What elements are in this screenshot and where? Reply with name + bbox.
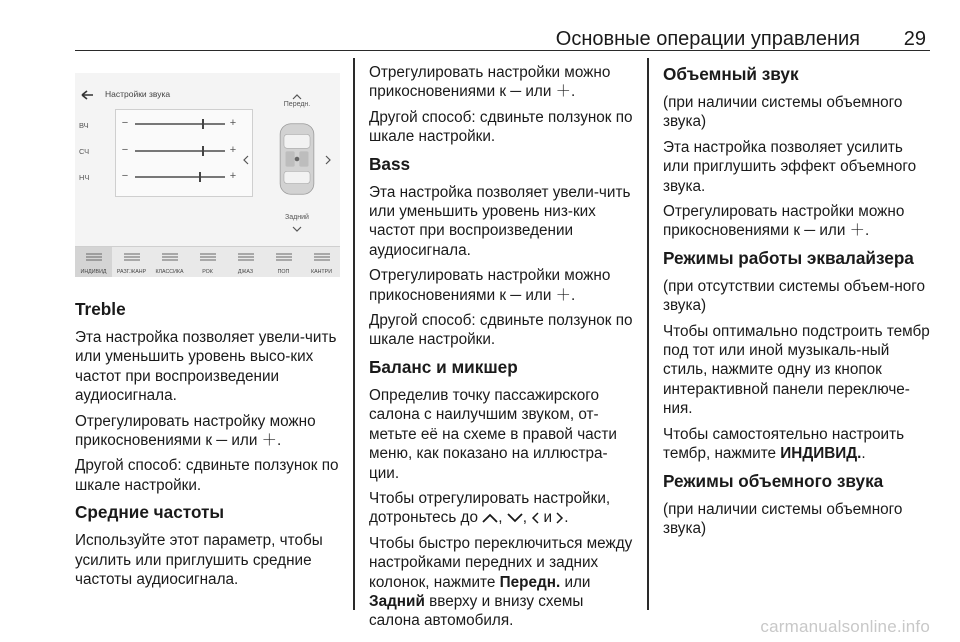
balance-paragraph-3 [369, 534, 637, 631]
and-word: и [543, 509, 553, 527]
chevron-down-icon [292, 226, 302, 232]
eq-slider-bass [135, 176, 225, 178]
equalizer-icon [198, 252, 218, 262]
preset-button [113, 247, 150, 277]
surround-paragraph-1: (при наличии системы объемного звука) [663, 94, 903, 131]
sound-settings-screenshot [75, 73, 340, 277]
column-3 [663, 63, 931, 544]
preset-label: ДЖАЗ [237, 269, 254, 275]
eq-label-mid: СЧ [79, 147, 90, 156]
car-top-view-icon [274, 115, 320, 203]
equalizer-icon [122, 252, 142, 262]
rear-label: Задний [285, 214, 309, 221]
equalizer-icon [160, 252, 180, 262]
preset-label: ИНДИВИД [80, 269, 107, 275]
bass-paragraph-2: Отрегулировать настройки можно прикосновениями к ─ или ＋. [369, 267, 611, 304]
preset-button [75, 247, 112, 277]
period: . [861, 445, 866, 463]
balance-p3-end: вверху и внизу схемы салона автомобиля. [369, 592, 584, 630]
balance-paragraph-1: Определив точку пассажирского салона с наилучшим звуком, от-метьте её на схеме в правой части меню, как показано на иллюстра-ции. [369, 386, 617, 482]
chevron-up-icon [292, 94, 302, 100]
col2-paragraph-2: Другой способ: сдвиньте ползунок по шкале настройки. [369, 108, 633, 146]
front-button-name: Передн. [499, 573, 561, 591]
bass-paragraph-1: Эта настройка позволяет увели-чить или уменьшить уровень низ-ких частот при воспроизведении аудиосигнала. [369, 183, 631, 259]
chevron-right-icon [325, 155, 331, 165]
balance-paragraph-2 [369, 489, 637, 528]
eq-label-treble: ВЧ [79, 121, 89, 130]
chevron-up-icon [482, 513, 498, 523]
chevron-left-icon [243, 155, 249, 165]
surround-paragraph-3: Отрегулировать настройки можно прикосновениями к ─ или ＋. [663, 203, 905, 240]
heading-balance: Баланс и микшер [369, 356, 518, 377]
heading-eq-modes: Режимы работы эквалайзера [663, 247, 914, 268]
bass-paragraph-3: Другой способ: сдвиньте ползунок по шкале настройки. [369, 312, 633, 349]
chevron-down-icon [507, 513, 523, 523]
eq-label-bass: НЧ [79, 173, 90, 182]
minus-icon: − [121, 170, 129, 182]
col2-paragraph-1: Отрегулировать настройки можно прикосновениями к ─ или ＋. [369, 64, 611, 101]
back-arrow-icon [79, 89, 97, 101]
preset-label: КЛАССИКА [155, 269, 184, 275]
separator: , [522, 509, 527, 527]
treble-paragraph-1: Эта настройка позволяет увели-чить или уменьшить уровень высо-ких частот при воспроизведении аудиосигнала. [75, 329, 337, 405]
mid-paragraph-1: Используйте этот параметр, чтобы усилить или приглушить средние частоты аудиосигнала. [75, 532, 323, 589]
heading-surround-modes: Режимы объемного звука [663, 470, 884, 491]
separator: , [498, 509, 503, 527]
column-divider-1 [353, 58, 355, 610]
chevron-left-icon [531, 512, 539, 524]
page-header [75, 0, 930, 51]
balance-p3-text: Чтобы быстро переключиться между настройками передних и задних колонок, нажмите [369, 534, 633, 591]
preset-label: ПОП [277, 269, 290, 275]
preset-button [265, 247, 302, 277]
eq-slider-treble [135, 123, 225, 125]
period: . [564, 509, 569, 527]
surround-paragraph-2: Эта настройка позволяет усилить или приглушить эффект объемного звука. [663, 138, 917, 195]
heading-surround: Объемный звук [663, 64, 799, 84]
heading-mid: Средние частоты [75, 502, 225, 523]
minus-icon: − [121, 117, 129, 129]
plus-icon: + [229, 117, 237, 129]
preset-label: РАЗГ.ЖАНР [116, 269, 147, 275]
eq-slider-mid [135, 150, 225, 152]
surmode-paragraph-1: (при наличии системы объемного звука) [663, 500, 903, 537]
eq-preset-bar [75, 246, 340, 277]
equalizer-icon [274, 252, 294, 262]
preset-button [189, 247, 226, 277]
front-label: Передн. [283, 101, 311, 108]
column-1 [75, 292, 343, 595]
equalizer-icon [84, 252, 104, 262]
heading-treble: Treble [75, 299, 126, 319]
eqmode-paragraph-2: Чтобы оптимально подстроить тембр под тот или иной музыкаль-ный стиль, нажмите одну из кнопок интерактивной панели переключе-ния. [663, 322, 930, 418]
or-word: или [564, 573, 591, 591]
rear-button-name: Задний [369, 592, 425, 610]
page-number: 29 [903, 28, 926, 50]
column-2 [369, 63, 637, 637]
equalizer-icon [312, 252, 332, 262]
preset-button [227, 247, 264, 277]
equalizer-icon [236, 252, 256, 262]
preset-label: КАНТРИ [310, 269, 333, 275]
plus-icon: + [229, 170, 237, 182]
eq-thumb-treble [202, 119, 204, 129]
page-title: Основные операции управления [555, 28, 860, 50]
plus-icon: + [229, 144, 237, 156]
watermark: carmanualsonline.info [760, 617, 930, 636]
preset-button [303, 247, 340, 277]
screenshot-title: Настройки звука [105, 89, 171, 99]
eq-thumb-mid [202, 146, 204, 156]
treble-paragraph-3: Другой способ: сдвиньте ползунок по шкале настройки. [75, 457, 339, 494]
preset-button [151, 247, 188, 277]
eqmode-p3-text: Чтобы самостоятельно настроить тембр, нажмите [663, 425, 905, 463]
balance-p2-text: Чтобы отрегулировать настройки, дотроньтесь до [369, 489, 611, 527]
treble-paragraph-2: Отрегулировать настройку можно прикосновениями к ─ или ＋. [75, 412, 316, 450]
eqmode-paragraph-3 [663, 425, 931, 464]
car-balance-area [255, 95, 339, 245]
eq-thumb-bass [199, 172, 201, 182]
minus-icon: − [121, 144, 129, 156]
heading-bass: Bass [369, 153, 411, 174]
eqmode-paragraph-1: (при отсутствии системы объем-ного звука) [663, 277, 926, 315]
custom-button-name: ИНДИВИД. [780, 445, 862, 463]
column-divider-2 [647, 58, 649, 610]
preset-label: РОК [202, 269, 213, 275]
